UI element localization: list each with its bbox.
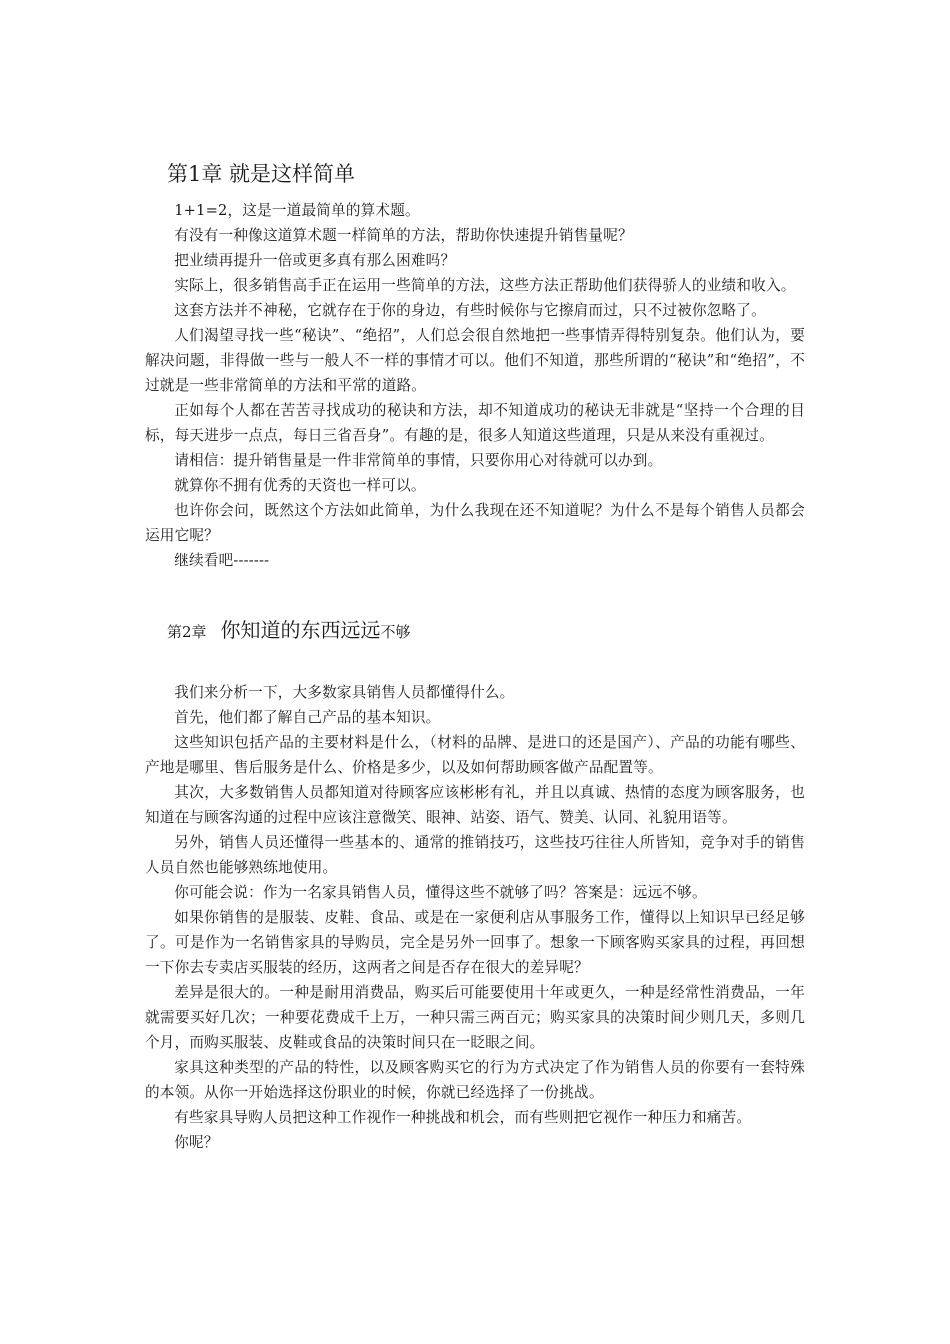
paragraph: 实际上，很多销售高手正在运用一些简单的方法，这些方法正帮助他们获得骄人的业绩和收入。 <box>174 277 796 294</box>
paragraph: 也许你会问，既然这个方法如此简单，为什么我现在还不知道呢？为什么不是每个销售人员都会运用它呢？ <box>145 502 805 544</box>
paragraph: 继续看吧------- <box>174 552 270 569</box>
paragraph: 把业绩再提升一倍或更多真有那么困难吗？ <box>174 252 456 269</box>
paragraph: 就算你不拥有优秀的天资也一样可以。 <box>174 477 426 494</box>
chapter-2-title <box>167 613 805 648</box>
paragraph: 1+1=2，这是一道最简单的算术题。 <box>174 202 420 219</box>
paragraph: 家具这种类型的产品的特性，以及顾客购买它的行为方式决定了作为销售人员的你要有一套特殊的本领。从你一开始选择这份职业的时候，你就已经选择了一份挑战。 <box>145 1059 805 1101</box>
paragraph: 这套方法并不神秘，它就存在于你的身边，有些时候你与它擦肩而过，只不过被你忽略了。 <box>174 302 766 319</box>
chapter-2-text <box>145 680 805 1155</box>
paragraph: 请相信：提升销售量是一件非常简单的事情，只要你用心对待就可以办到。 <box>174 452 663 469</box>
paragraph: 人们渴望寻找一些“秘诀”、“绝招”，人们总会很自然地把一些事情弄得特别复杂。他们认为，要解决问题，非得做一些与一般人不一样的事情才可以。他们不知道，那些所谓的“秘诀”和“绝招”，不过就是一些非常简单的方法和平常的道路。 <box>145 327 805 394</box>
paragraph: 你呢？ <box>174 1134 219 1151</box>
paragraph: 如果你销售的是服装、皮鞋、食品、或是在一家便利店从事服务工作，懂得以上知识早已经足够了。可是作为一名销售家具的导购员，完全是另外一回事了。想象一下顾客购买家具的过程，再回想一下你去专卖店买服装的经历，这两者之间是否存在很大的差异呢？ <box>145 909 805 976</box>
section-gap <box>145 573 805 613</box>
paragraph: 正如每个人都在苦苦寻找成功的秘诀和方法，却不知道成功的秘诀无非就是“坚持一个合理的目标，每天进步一点点，每日三省吾身”。有趣的是，很多人知道这些道理，只是从来没有重视过。 <box>145 402 805 444</box>
document-body <box>145 158 805 1155</box>
chapter-2-number: 第2章 <box>167 623 207 641</box>
chapter-1-text <box>145 198 805 573</box>
paragraph: 有些家具导购人员把这种工作视作一种挑战和机会，而有些则把它视作一种压力和痛苦。 <box>174 1109 752 1126</box>
paragraph: 我们来分析一下，大多数家具销售人员都懂得什么。 <box>174 684 515 701</box>
paragraph: 有没有一种像这道算术题一样简单的方法，帮助你快速提升销售量呢？ <box>174 227 633 244</box>
paragraph: 你可能会说：作为一名家具销售人员，懂得这些不就够了吗？答案是：远远不够。 <box>174 884 707 901</box>
paragraph: 另外，销售人员还懂得一些基本的、通常的推销技巧，这些技巧往往人所皆知，竞争对手的销售人员自然也能够熟练地使用。 <box>145 834 805 876</box>
paragraph: 首先，他们都了解自己产品的基本知识。 <box>174 709 441 726</box>
chapter-1-title: 第1章 就是这样简单 <box>167 162 356 186</box>
chapter-2-title-tail: 不够 <box>380 623 411 641</box>
paragraph: 这些知识包括产品的主要材料是什么，（材料的品牌、是进口的还是国产）、产品的功能有哪些、产地是哪里、售后服务是什么、价格是多少，以及如何帮助顾客做产品配置等。 <box>145 734 805 776</box>
paragraph: 其次，大多数销售人员都知道对待顾客应该彬彬有礼，并且以真诚、热情的态度为顾客服务，也知道在与顾客沟通的过程中应该注意微笑、眼神、站姿、语气、赞美、认同、礼貌用语等。 <box>145 784 805 826</box>
paragraph: 差异是很大的。一种是耐用消费品，购买后可能要使用十年或更久，一种是经常性消费品，一年就需要买好几次；一种要花费成千上万，一种只需三两百元；购买家具的决策时间少则几天，多则几个月，而购买服装、皮鞋或食品的决策时间只在一眨眼之间。 <box>145 984 805 1051</box>
chapter-2-title-main: 你知道的东西远远 <box>220 618 381 642</box>
